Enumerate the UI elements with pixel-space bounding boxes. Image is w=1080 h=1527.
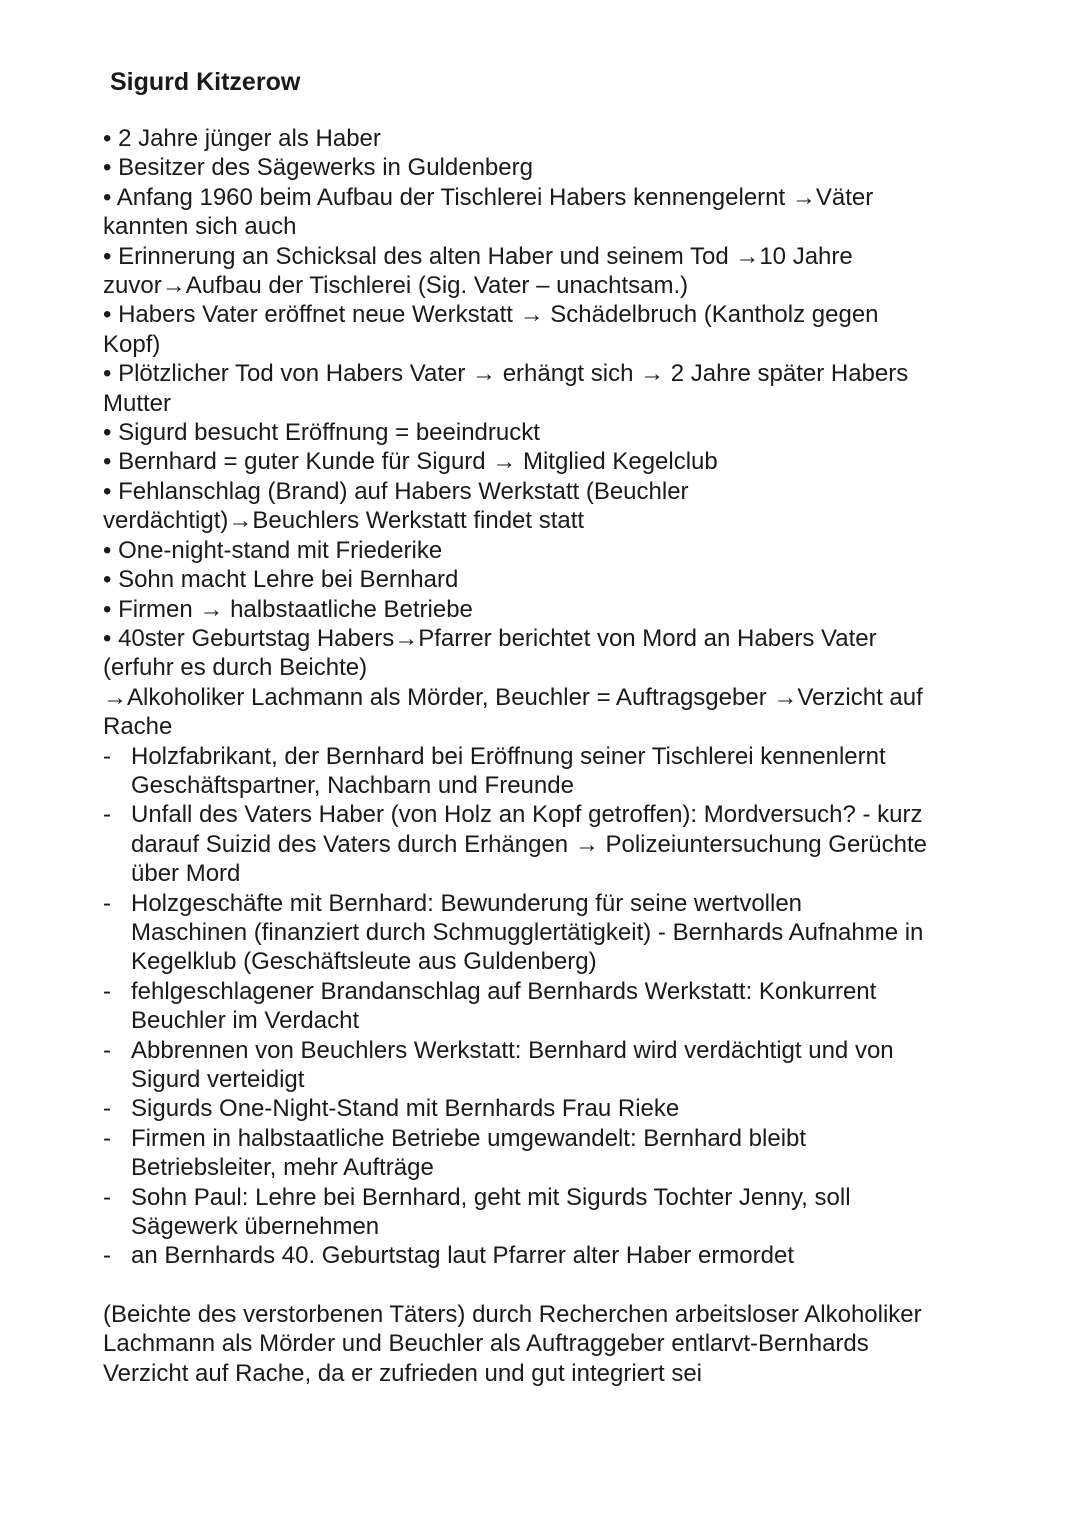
bullet-line: • Sigurd besucht Eröffnung = beeindruckt bbox=[103, 419, 540, 447]
bullet-line: Rache bbox=[103, 713, 173, 741]
bullet-line: • Fehlanschlag (Brand) auf Habers Werkstatt (Beuchler bbox=[103, 477, 689, 505]
dash-item-line: - Holzgeschäfte mit Bernhard: Bewunderung für seine wertvollen bbox=[131, 889, 803, 917]
paragraph-gap bbox=[103, 1271, 1003, 1300]
dash-item-line: Geschäftspartner, Nachbarn und Freunde bbox=[131, 771, 574, 799]
bullet-line: • One-night-stand mit Friederike bbox=[103, 536, 443, 564]
bullet-line: verdächtigt)→Beuchlers Werkstatt findet statt bbox=[103, 507, 585, 535]
dash-item-line: - Abbrennen von Beuchlers Werkstatt: Bernhard wird verdächtigt und von bbox=[131, 1036, 894, 1064]
bullet-line: Kopf) bbox=[103, 330, 161, 358]
bullet-line: →Alkoholiker Lachmann als Mörder, Beuchler = Auftragsgeber →Verzicht auf bbox=[103, 683, 923, 711]
bullet-line: • Erinnerung an Schicksal des alten Haber und seinem Tod →10 Jahre bbox=[103, 242, 853, 270]
bullet-line: Mutter bbox=[103, 389, 172, 417]
bullet-list bbox=[103, 124, 1003, 742]
closing-line: (Beichte des verstorbenen Täters) durch Recherchen arbeitsloser Alkoholiker bbox=[103, 1300, 922, 1328]
dash-item bbox=[103, 1124, 1003, 1183]
bullet-line: • Sohn macht Lehre bei Bernhard bbox=[103, 566, 459, 594]
bullet-line: • Besitzer des Sägewerks in Guldenberg bbox=[103, 154, 533, 182]
bullet-line: zuvor→Aufbau der Tischlerei (Sig. Vater – unachtsam.) bbox=[103, 272, 689, 300]
closing-line: Verzicht auf Rache, da er zufrieden und gut integriert sei bbox=[103, 1359, 703, 1387]
dash-item-line: - Holzfabrikant, der Bernhard bei Eröffnung seiner Tischlerei kennenlernt bbox=[131, 742, 886, 770]
dash-item bbox=[103, 1094, 1003, 1123]
dash-item-line: - an Bernhards 40. Geburtstag laut Pfarrer alter Haber ermordet bbox=[131, 1242, 794, 1270]
bullet-line: • Habers Vater eröffnet neue Werkstatt → Schädelbruch (Kantholz gegen bbox=[103, 301, 879, 329]
dash-item bbox=[103, 1241, 1003, 1270]
dash-item bbox=[103, 1183, 1003, 1242]
dash-item bbox=[103, 742, 1003, 801]
closing-paragraph bbox=[103, 1300, 1003, 1388]
dash-item-line: Sigurd verteidigt bbox=[131, 1066, 305, 1093]
dash-item-line: Maschinen (finanziert durch Schmugglertätigkeit) - Bernhards Aufnahme in bbox=[131, 918, 924, 946]
dash-item-line: - Firmen in halbstaatliche Betriebe umgewandelt: Bernhard bleibt bbox=[131, 1124, 807, 1152]
dash-item bbox=[103, 977, 1003, 1036]
dash-item-line: Beuchler im Verdacht bbox=[131, 1007, 360, 1035]
bullet-line: • 40ster Geburtstag Habers→Pfarrer berichtet von Mord an Habers Vater bbox=[103, 624, 877, 652]
dash-item-line: Sägewerk übernehmen bbox=[131, 1213, 380, 1241]
closing-line: Lachmann als Mörder und Beuchler als Auftraggeber entlarvt-Bernhards bbox=[103, 1330, 869, 1358]
dash-item bbox=[103, 800, 1003, 888]
dash-item-line: - fehlgeschlagener Brandanschlag auf Bernhards Werkstatt: Konkurrent bbox=[131, 977, 877, 1005]
dash-item-line: darauf Suizid des Vaters durch Erhängen → Polizeiuntersuchung Gerüchte bbox=[131, 830, 928, 858]
bullet-line: • Plötzlicher Tod von Habers Vater → erhängt sich → 2 Jahre später Habers bbox=[103, 360, 909, 388]
bullet-line: kannten sich auch bbox=[103, 213, 297, 241]
dash-item-line: über Mord bbox=[131, 860, 241, 888]
bullet-line: • Firmen → halbstaatliche Betriebe bbox=[103, 595, 473, 623]
page-title: Sigurd Kitzerow bbox=[110, 68, 301, 96]
dash-item-line: - Unfall des Vaters Haber (von Holz an Kopf getroffen): Mordversuch? - kurz bbox=[131, 801, 923, 829]
dash-item bbox=[103, 1036, 1003, 1095]
document-body bbox=[103, 124, 1003, 1388]
dash-item-line: Kegelklub (Geschäftsleute aus Guldenberg) bbox=[131, 948, 597, 976]
dash-item bbox=[103, 889, 1003, 977]
bullet-line: • 2 Jahre jünger als Haber bbox=[103, 125, 381, 152]
dash-item-line: - Sigurds One-Night-Stand mit Bernhards Frau Rieke bbox=[131, 1095, 680, 1123]
dash-item-line: - Sohn Paul: Lehre bei Bernhard, geht mit Sigurds Tochter Jenny, soll bbox=[131, 1183, 851, 1211]
bullet-line: (erfuhr es durch Beichte) bbox=[103, 654, 368, 682]
dash-item-line: Betriebsleiter, mehr Aufträge bbox=[131, 1154, 434, 1182]
bullet-line: • Bernhard = guter Kunde für Sigurd → Mitglied Kegelclub bbox=[103, 448, 718, 476]
dash-list bbox=[103, 742, 1003, 1271]
bullet-line: • Anfang 1960 beim Aufbau der Tischlerei Habers kennengelernt →Väter bbox=[103, 183, 874, 211]
